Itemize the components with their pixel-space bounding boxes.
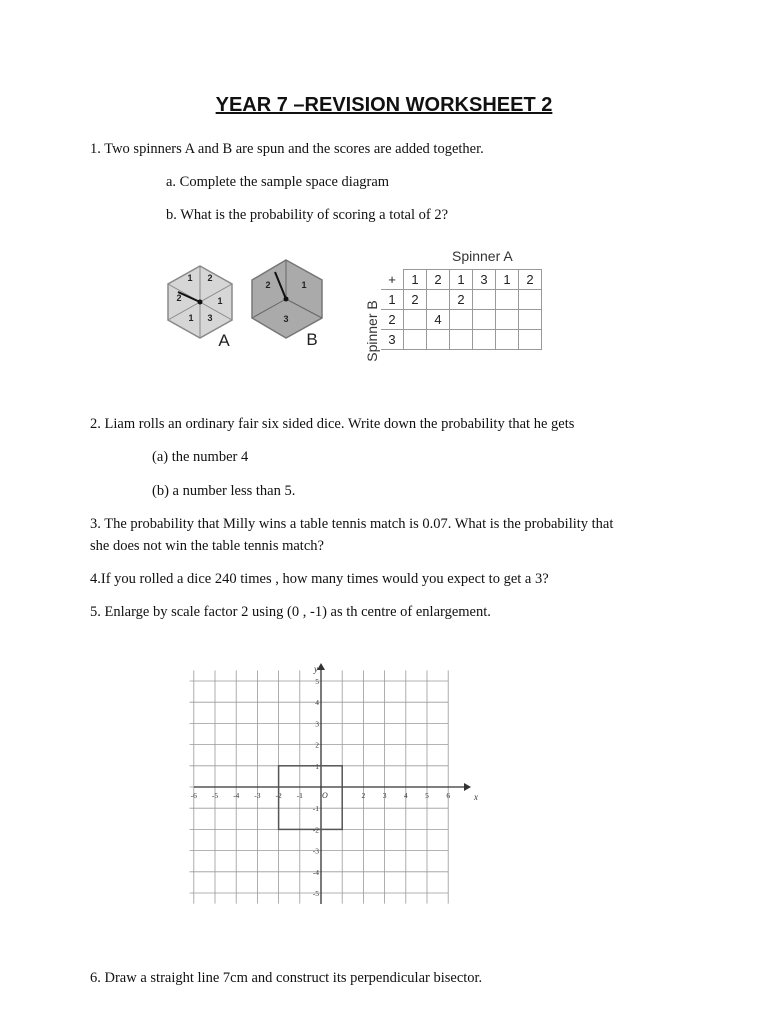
x-tick-label: -3 [254,791,261,800]
x-tick-label: -5 [211,791,219,800]
table-row [381,310,542,330]
table-cell: 3 [473,270,496,290]
table-cell[interactable] [473,310,496,330]
question-6-text: 6. Draw a straight line 7cm and construct its perpendicular bisector. [90,970,483,986]
question-1a-text: a. Complete the sample space diagram [166,174,390,190]
table-cell[interactable] [427,330,450,350]
spinner-b [248,256,332,350]
spinner-b-axis-label: Spinner B [364,300,380,362]
spinner-b-number: 3 [283,314,289,324]
worksheet-title: YEAR 7 –REVISION WORKSHEET 2 [215,94,553,116]
coordinate-grid [188,650,478,914]
y-tick-label: 4 [315,698,319,708]
x-axis-arrow [464,783,471,791]
y-tick-label: -2 [312,825,319,835]
table-cell: 1 [381,290,404,310]
y-tick-label: 1 [315,761,319,771]
table-cell: 2 [519,270,542,290]
y-tick-label: -5 [312,889,319,898]
x-tick-label: 6 [446,791,451,800]
table-cell[interactable] [473,290,496,310]
table-cell[interactable] [450,330,473,350]
spinner-a-number: 1 [217,296,223,306]
y-tick-label: 3 [315,719,319,729]
y-tick-label: -1 [312,804,319,814]
table-cell[interactable] [404,310,427,330]
question-2a-text: (a) the number 4 [152,449,249,465]
table-cell[interactable] [496,290,519,310]
table-header-row [381,270,542,290]
spinner-a-label: A [218,331,230,350]
table-cell[interactable] [496,330,519,350]
table-cell: 3 [381,330,404,350]
question-3-line-1: 3. The probability that Milly wins a table tennis match is 0.07. What is the probability that [90,516,614,532]
table-cell: 1 [496,270,519,290]
question-1b-text: b. What is the probability of scoring a total of 2? [166,207,449,223]
table-cell[interactable] [519,330,542,350]
table-cell[interactable] [473,330,496,350]
table-cell[interactable] [496,310,519,330]
spinner-b-number: 1 [301,280,307,290]
x-axis-label: x [474,792,478,802]
y-tick-label: -4 [312,867,319,877]
spinner-a-number: 3 [207,313,213,323]
table-cell: 1 [450,270,473,290]
spinner-a-axis-label: Spinner A [452,248,513,264]
question-4-text: 4.If you rolled a dice 240 times , how many times would you expect to get a 3? [90,571,549,587]
question-5-text: 5. Enlarge by scale factor 2 using (0 , -1) as th centre of enlargement. [90,604,491,620]
spinner-a-number: 2 [207,273,213,283]
x-tick-label: -6 [190,791,197,800]
table-row [381,330,542,350]
table-cell: + [381,270,404,290]
table-cell[interactable] [519,310,542,330]
x-tick-label: 5 [425,791,429,800]
spinner-b-label: B [306,330,318,349]
question-3-line-2: she does not win the table tennis match? [90,538,324,554]
x-tick-label: 2 [361,791,366,800]
table-cell[interactable]: 2 [404,290,427,310]
spinner-a-number: 1 [188,313,194,323]
table-row [381,290,542,310]
spinner-a-number: 1 [187,273,193,283]
x-tick-label: -2 [275,791,282,800]
origin-label: O [322,791,328,800]
y-axis-arrow [317,663,325,670]
table-cell[interactable]: 2 [450,290,473,310]
table-cell[interactable] [450,310,473,330]
y-tick-label: 2 [315,740,319,750]
y-axis-label: y [314,664,318,674]
table-cell[interactable] [519,290,542,310]
question-1-text: 1. Two spinners A and B are spun and the scores are added together. [90,141,484,157]
table-cell: 1 [404,270,427,290]
table-cell: 2 [427,270,450,290]
table-cell[interactable] [404,330,427,350]
square-shape [279,766,343,830]
spinner-a-number: 2 [176,293,182,303]
table-cell[interactable] [427,290,450,310]
x-tick-label: 3 [382,791,387,800]
y-tick-label: 5 [315,677,319,686]
x-tick-label: -4 [233,791,240,800]
table-cell: 2 [381,310,404,330]
spinner-b-number: 2 [265,280,271,290]
spinner-a [160,262,244,350]
sample-space-table [381,269,542,350]
question-2-text: 2. Liam rolls an ordinary fair six sided dice. Write down the probability that he gets [90,416,575,432]
y-tick-label: -3 [312,846,319,856]
question-2b-text: (b) a number less than 5. [152,483,296,499]
x-tick-label: 4 [403,791,408,800]
x-tick-label: -1 [296,791,303,800]
table-cell[interactable]: 4 [427,310,450,330]
